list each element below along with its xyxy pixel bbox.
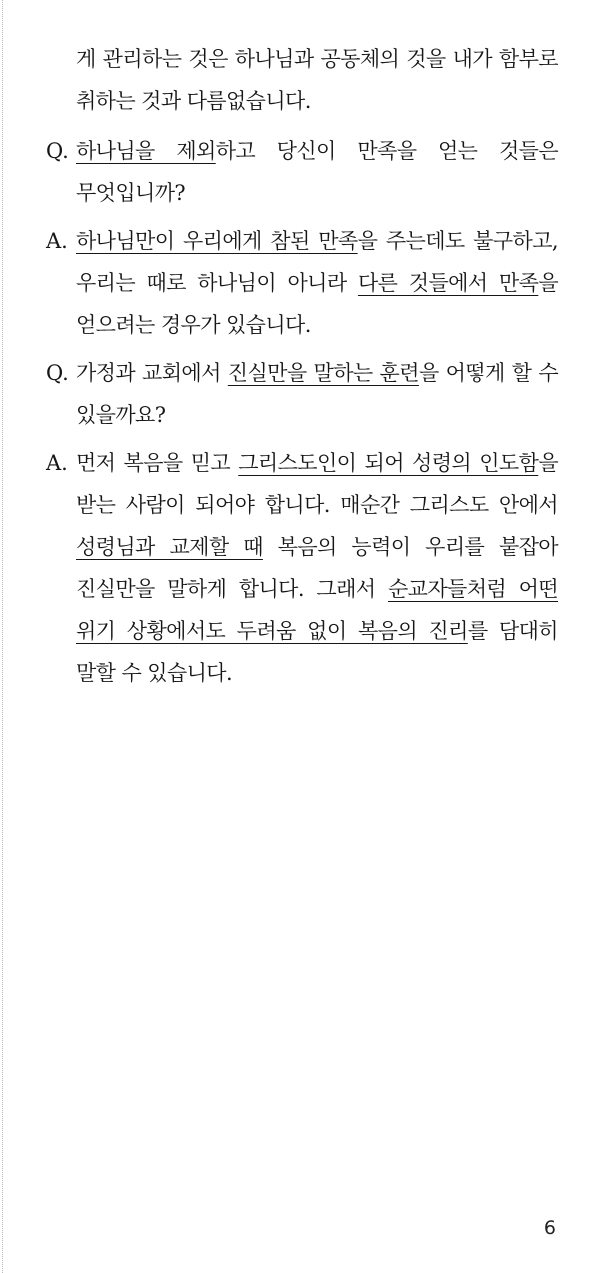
page-number: 6 <box>543 1217 556 1239</box>
question-item <box>46 352 558 436</box>
paragraph-text <box>76 38 558 122</box>
answer-text <box>76 442 558 694</box>
text-run: 가정과 교회에서 <box>76 361 228 385</box>
answer-marker: A. <box>46 451 68 475</box>
underlined-phrase: 하나님을 제외 <box>76 139 216 163</box>
question-marker: Q. <box>46 361 69 385</box>
text-run: 먼저 복음을 믿고 <box>76 451 239 475</box>
question-text <box>76 352 558 436</box>
answer-text <box>76 220 558 346</box>
text-run: 게 관리하는 것은 하나님과 공동체의 것을 내가 함부로 취하는 것과 다름없습니다. <box>76 47 558 113</box>
text-run: 을 어떻게 할 수 있을까요? <box>76 361 559 427</box>
underlined-phrase: 순교자들처럼 어떤 위기 상황에서도 두려움 없이 복음의 진리 <box>76 577 558 643</box>
question-marker: Q. <box>46 139 69 163</box>
text-run: 을 얻으려는 경우가 있습니다. <box>76 271 558 337</box>
text-run: 하고 당신이 만족을 얻는 것들은 무엇입니까? <box>76 139 558 205</box>
text-run: 을 받는 사람이 되어야 합니다. 매순간 그리스도 안에서 <box>76 451 558 517</box>
underlined-phrase: 진실만을 말하는 훈련 <box>227 361 419 385</box>
underlined-phrase: 성령님과 교제할 때 <box>76 535 263 559</box>
answer-item <box>46 442 558 694</box>
answer-marker: A. <box>46 229 68 253</box>
text-run: 를 담대히 말할 수 있습니다. <box>76 619 558 685</box>
question-text <box>76 130 558 214</box>
text-run: 을 주는데도 불구하고, 우리는 때로 하나님이 아니라 <box>76 229 558 295</box>
underlined-phrase: 하나님만이 우리에게 참된 만족 <box>76 229 358 253</box>
underlined-phrase: 그리스도인이 되어 성령의 인도함 <box>238 451 539 475</box>
continued-answer-paragraph <box>46 38 558 122</box>
question-item <box>46 130 558 214</box>
text-run: 복음의 능력이 우리를 붙잡아 진실만을 말하게 합니다. 그래서 <box>76 535 558 601</box>
page-edge-rule <box>2 0 3 1273</box>
underlined-phrase: 다른 것들에서 만족 <box>357 271 539 295</box>
qa-document <box>46 38 558 700</box>
answer-item <box>46 220 558 346</box>
